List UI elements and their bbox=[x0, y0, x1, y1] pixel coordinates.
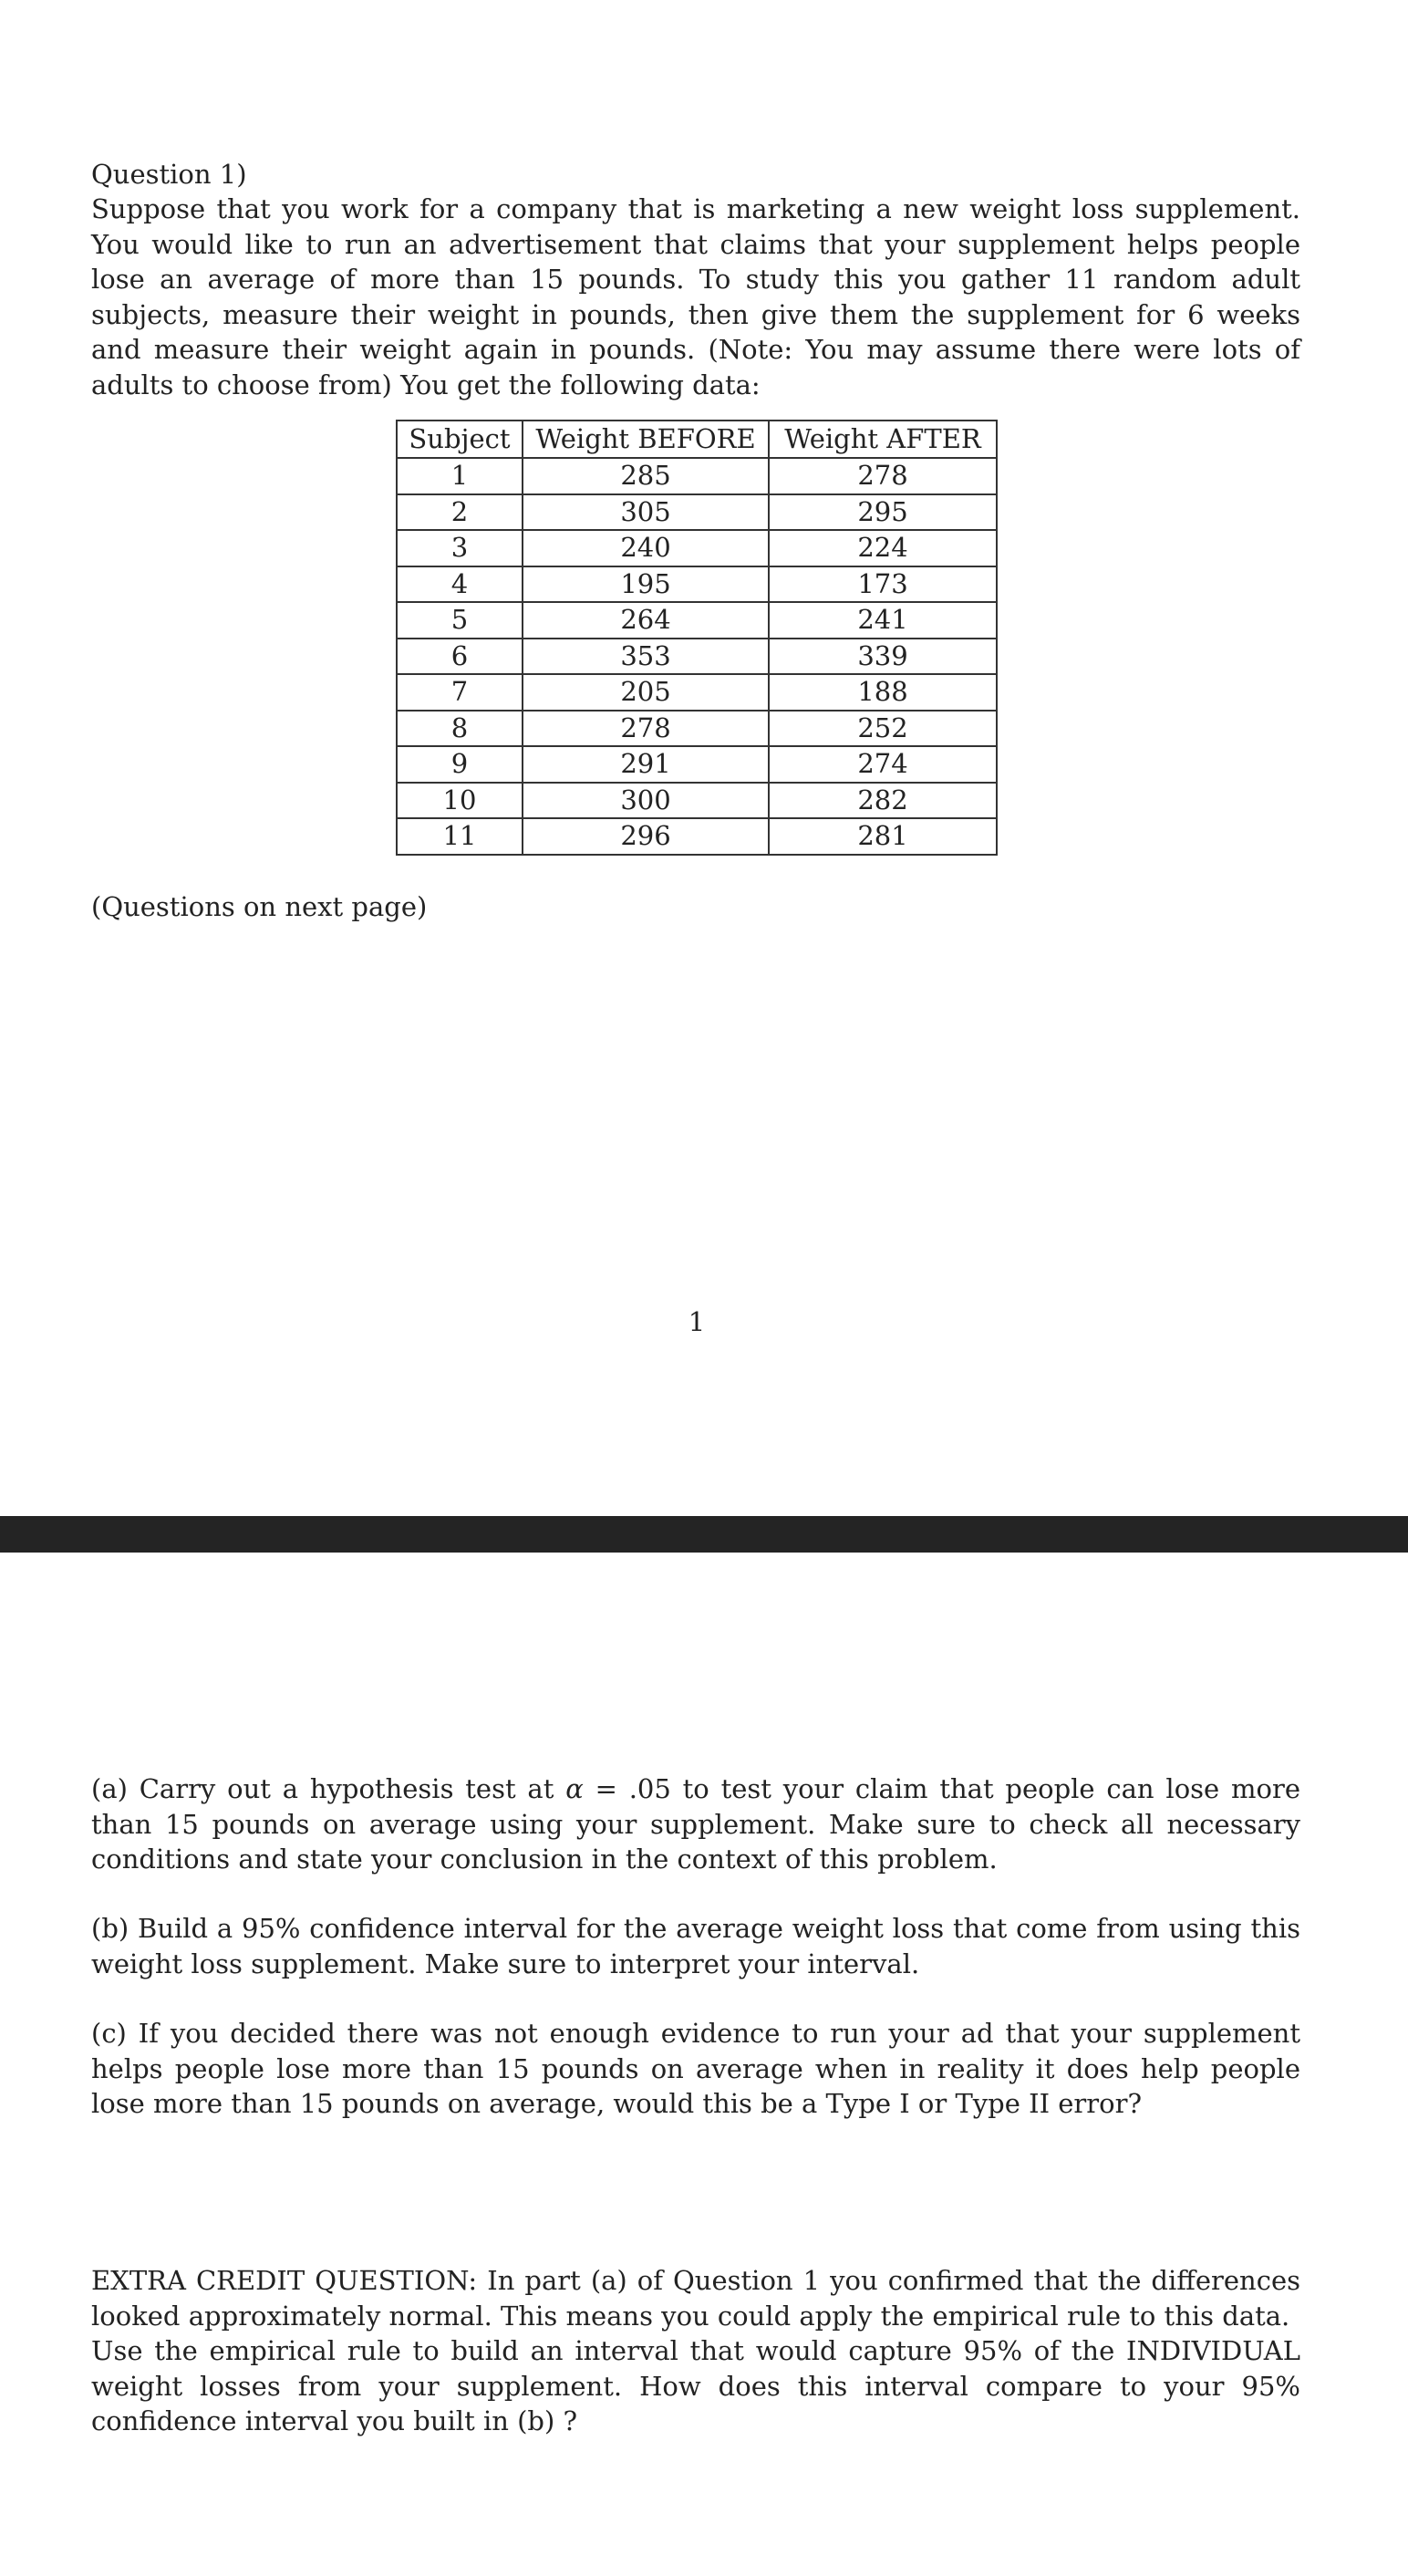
table-row bbox=[397, 674, 997, 711]
cell-weight-after: 274 bbox=[769, 746, 997, 783]
table-body bbox=[397, 458, 997, 855]
cell-weight-before: 305 bbox=[523, 494, 769, 531]
extra-credit-question: Use the empirical rule to build an interval that would capture 95% of the INDIVIDUAL weight losses from your supplement. How does this interval compare to your 95% confidence interval you built in (b) ? bbox=[91, 2335, 1300, 2436]
alpha-value: = .05 bbox=[595, 1773, 671, 1804]
header-subject: Subject bbox=[397, 421, 523, 458]
page-number: 1 bbox=[688, 1306, 706, 1337]
cell-weight-after: 188 bbox=[769, 674, 997, 711]
weight-data-table bbox=[396, 420, 998, 856]
table-row bbox=[397, 566, 997, 603]
cell-weight-before: 278 bbox=[523, 711, 769, 747]
header-weight-before: Weight BEFORE bbox=[523, 421, 769, 458]
table-row bbox=[397, 746, 997, 783]
cell-weight-before: 353 bbox=[523, 639, 769, 675]
page-2 bbox=[0, 1553, 1408, 2576]
part-a-suffix: to test your claim that people can lose more than 15 pounds on average using your supplement. Make sure to check all necessary conditions and state your conclusion in the context of this problem. bbox=[91, 1773, 1300, 1875]
question-intro: Suppose that you work for a company that is marketing a new weight loss supplement. You would like to run an advertisement that claims that your supplement helps people lose an average of more than 15 pounds. To study this you gather 11 random adult subjects, measure their weight in pounds, then give them the supplement for 6 weeks and measure their weight again in pounds. (Note: You may assume there were lots of adults to choose from) You get the following data: bbox=[91, 193, 1300, 400]
cell-weight-before: 195 bbox=[523, 566, 769, 603]
extra-credit-intro: EXTRA CREDIT QUESTION: In part (a) of Question 1 you confirmed that the differences looked approximately normal. This means you could apply the empirical rule to this data. bbox=[91, 2265, 1300, 2332]
cell-weight-after: 252 bbox=[769, 711, 997, 747]
cell-weight-after: 282 bbox=[769, 783, 997, 819]
cell-weight-before: 205 bbox=[523, 674, 769, 711]
cell-weight-after: 295 bbox=[769, 494, 997, 531]
cell-weight-after: 278 bbox=[769, 458, 997, 494]
table-row bbox=[397, 494, 997, 531]
table-row bbox=[397, 639, 997, 675]
cell-weight-after: 173 bbox=[769, 566, 997, 603]
part-a-text bbox=[91, 1771, 1300, 1877]
cell-weight-before: 300 bbox=[523, 783, 769, 819]
cell-subject: 10 bbox=[397, 783, 523, 819]
table-row bbox=[397, 602, 997, 639]
question-heading: Question 1) bbox=[91, 159, 247, 190]
cell-subject: 1 bbox=[397, 458, 523, 494]
page-divider bbox=[0, 1516, 1408, 1553]
table-row bbox=[397, 458, 997, 494]
alpha-symbol: α bbox=[565, 1773, 584, 1804]
part-c-text: (c) If you decided there was not enough evidence to run your ad that your supplement helps people lose more than 15 pounds on average when in reality it does help people lose more than 15 pounds on average, would this be a Type I or Type II error? bbox=[91, 2018, 1300, 2119]
cell-subject: 6 bbox=[397, 639, 523, 675]
table-row bbox=[397, 711, 997, 747]
cell-subject: 7 bbox=[397, 674, 523, 711]
cell-weight-before: 285 bbox=[523, 458, 769, 494]
header-weight-after: Weight AFTER bbox=[769, 421, 997, 458]
cell-subject: 5 bbox=[397, 602, 523, 639]
cell-weight-before: 291 bbox=[523, 746, 769, 783]
part-b-text: (b) Build a 95% confidence interval for the average weight loss that come from using this weight loss supplement. Make sure to interpret your interval. bbox=[91, 1913, 1300, 1979]
table-row bbox=[397, 783, 997, 819]
cell-subject: 8 bbox=[397, 711, 523, 747]
cell-weight-after: 281 bbox=[769, 818, 997, 855]
table-row bbox=[397, 818, 997, 855]
cell-weight-after: 224 bbox=[769, 530, 997, 566]
cell-weight-before: 296 bbox=[523, 818, 769, 855]
cell-subject: 11 bbox=[397, 818, 523, 855]
part-a-prefix: (a) Carry out a hypothesis test at bbox=[91, 1773, 554, 1804]
cell-weight-after: 339 bbox=[769, 639, 997, 675]
cell-weight-after: 241 bbox=[769, 602, 997, 639]
next-page-note: (Questions on next page) bbox=[91, 891, 428, 922]
table-row bbox=[397, 530, 997, 566]
cell-subject: 3 bbox=[397, 530, 523, 566]
table-header-row bbox=[397, 421, 997, 458]
cell-subject: 4 bbox=[397, 566, 523, 603]
cell-weight-before: 240 bbox=[523, 530, 769, 566]
cell-weight-before: 264 bbox=[523, 602, 769, 639]
cell-subject: 9 bbox=[397, 746, 523, 783]
cell-subject: 2 bbox=[397, 494, 523, 531]
